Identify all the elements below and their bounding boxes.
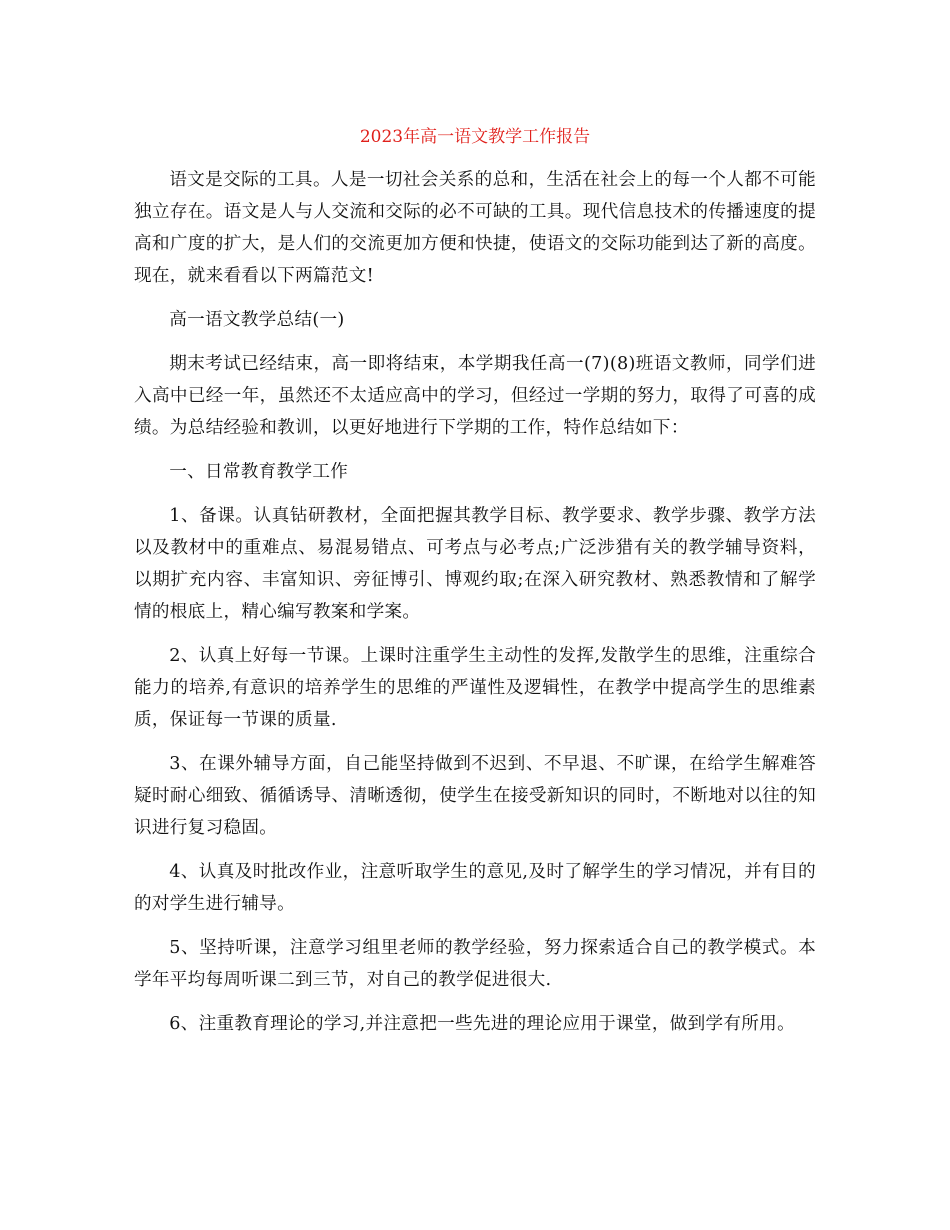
paragraph-item-4: 4、认真及时批改作业，注意听取学生的意见,及时了解学生的学习情况，并有目的的对学生进行辅导。 [134, 862, 816, 914]
section-heading-summary-one: 高一语文教学总结(一) [169, 310, 345, 330]
paragraph-intro: 语文是交际的工具。人是一切社会关系的总和，生活在社会上的每一个人都不可能独立存在。语文是人与人交流和交际的必不可缺的工具。现代信息技术的传播速度的提高和广度的扩大，是人们的交流更加方便和快捷，使语文的交际功能到达了新的高度。现在，就来看看以下两篇范文! [134, 170, 816, 286]
paragraph-item-1: 1、备课。认真钻研教材，全面把握其教学目标、教学要求、教学步骤、教学方法以及教材中的重难点、易混易错点、可考点与必考点;广泛涉猎有关的教学辅导资料，以期扩充内容、丰富知识、旁征博引、博观约取;在深入研究教材、熟悉教情和了解学情的根底上，精心编写教案和学案。 [134, 506, 816, 622]
paragraph-overview: 期末考试已经结束，高一即将结束，本学期我任高一(7)(8)班语文教师，同学们进入高中已经一年，虽然还不太适应高中的学习，但经过一学期的努力，取得了可喜的成绩。为总结经验和教训，以更好地进行下学期的工作，特作总结如下： [134, 354, 816, 438]
section-heading-daily-work: 一、日常教育教学工作 [169, 462, 349, 482]
paragraph-item-3: 3、在课外辅导方面，自己能坚持做到不迟到、不早退、不旷课，在给学生解难答疑时耐心细致、循循诱导、清晰透彻，使学生在接受新知识的同时，不断地对以往的知识进行复习稳固。 [134, 754, 816, 838]
paragraph-item-2: 2、认真上好每一节课。上课时注重学生主动性的发挥,发散学生的思维，注重综合能力的培养,有意识的培养学生的思维的严谨性及逻辑性，在教学中提高学生的思维素质，保证每一节课的质量. [134, 646, 816, 730]
paragraph-item-6: 6、注重教育理论的学习,并注意把一些先进的理论应用于课堂，做到学有所用。 [169, 1014, 795, 1034]
document-title: 2023年高一语文教学工作报告 [359, 127, 591, 147]
document-body [134, 164, 816, 1052]
paragraph-item-5: 5、坚持听课，注意学习组里老师的教学经验，努力探索适合自己的教学模式。本学年平均每周听课二到三节，对自己的教学促进很大. [134, 938, 816, 990]
